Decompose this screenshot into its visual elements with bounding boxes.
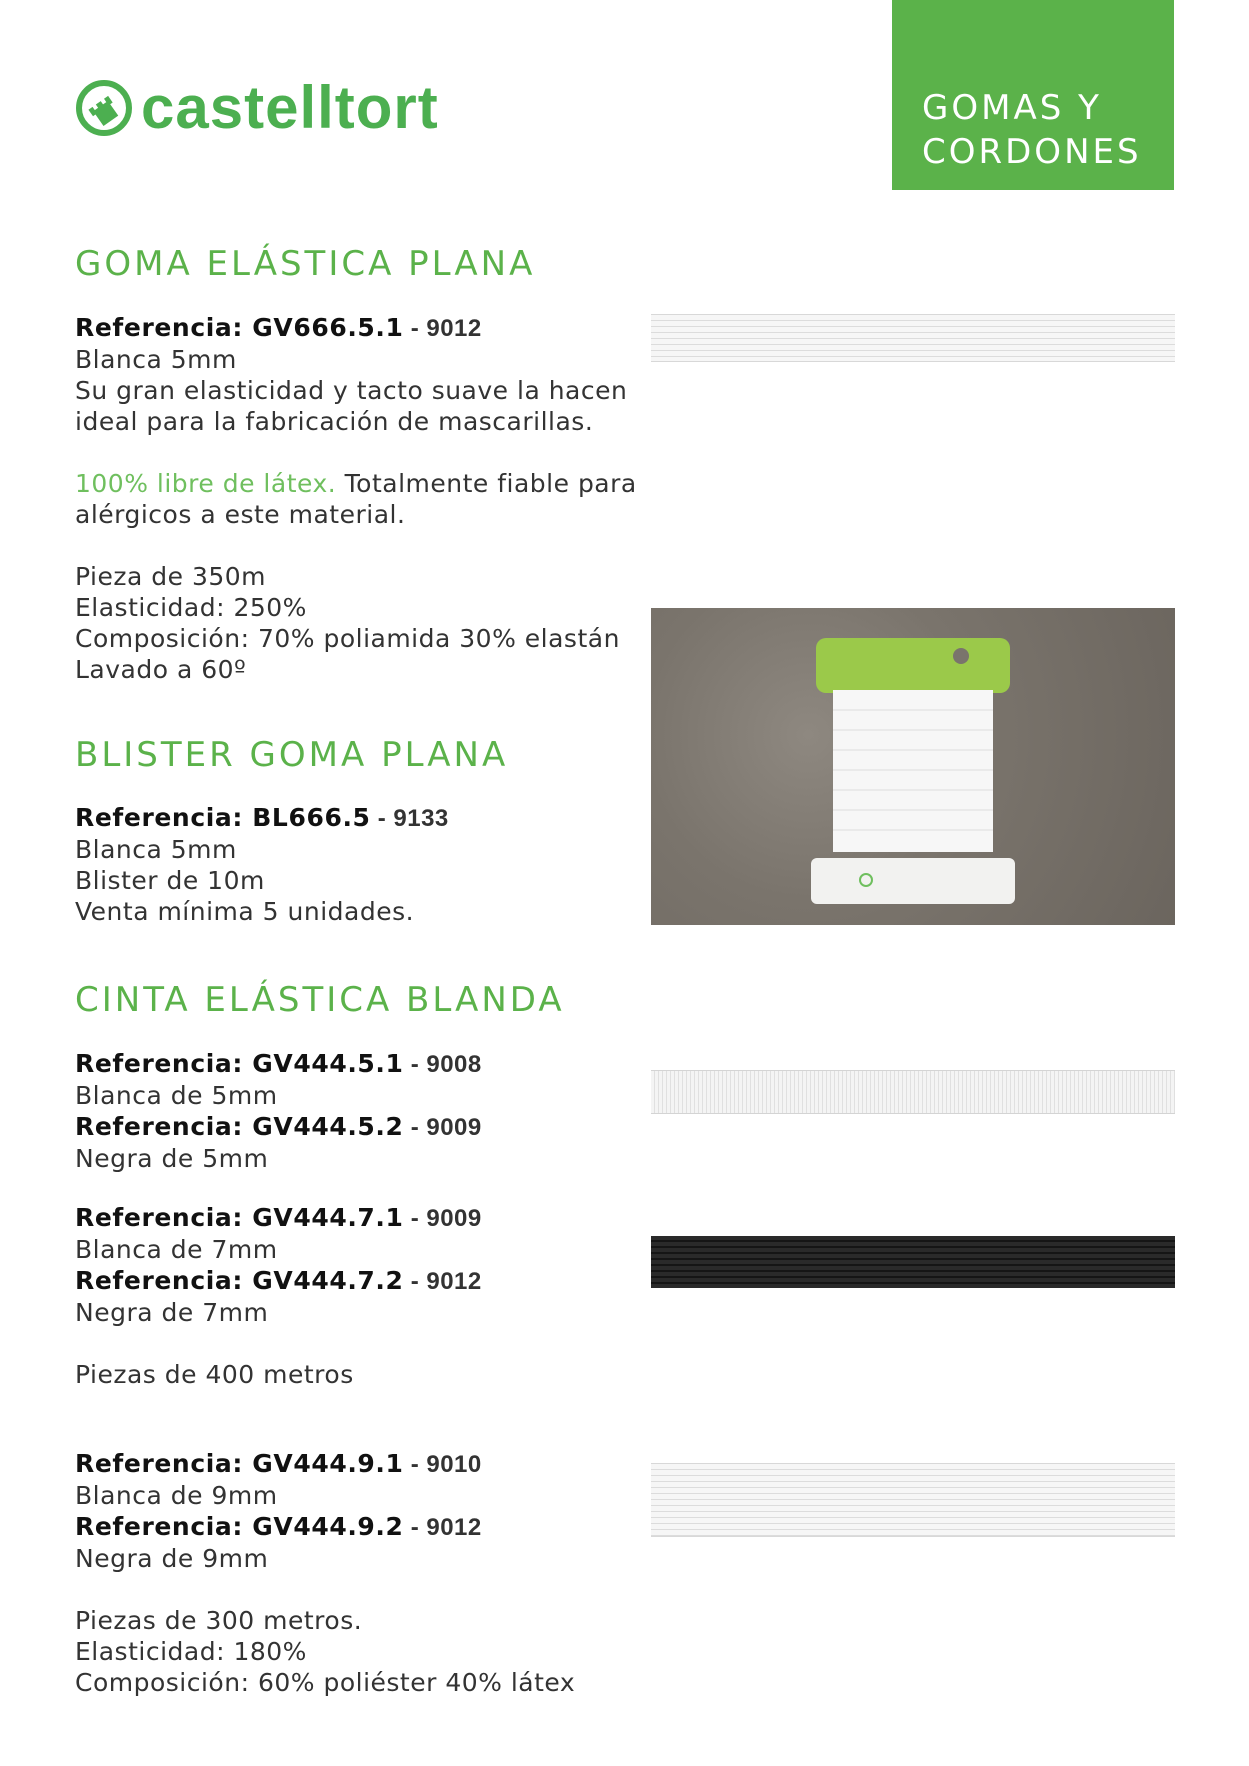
- reference-label: Referencia: GV666.5.1: [75, 313, 404, 342]
- reference-code: - 9010: [403, 1451, 482, 1478]
- category-line-2: CORDONES: [922, 132, 1142, 172]
- soft-elastic-7mm-black-sample-image: [651, 1236, 1175, 1288]
- reference-code: - 9012: [403, 315, 482, 342]
- reference-label: Referencia: GV444.9.2: [75, 1512, 404, 1541]
- section-body-cinta-5mm: [75, 1048, 482, 1174]
- blister-length: Blister de 10m: [75, 866, 265, 895]
- spec-composition: Composición: 70% poliamida 30% elastán: [75, 624, 620, 653]
- spec-elasticity: Elasticidad: 180%: [75, 1637, 307, 1666]
- reference-code: - 9012: [403, 1514, 482, 1541]
- reference-label: Referencia: GV444.9.1: [75, 1449, 404, 1478]
- reference-label: Referencia: GV444.7.2: [75, 1266, 404, 1295]
- latex-free-note: 100% libre de látex.: [75, 469, 337, 498]
- reference-code: - 9009: [403, 1205, 482, 1232]
- category-line-1: GOMAS Y: [922, 88, 1102, 128]
- product-color: Negra de 7mm: [75, 1298, 269, 1327]
- reference-code: - 9012: [403, 1268, 482, 1295]
- product-color: Blanca 5mm: [75, 345, 237, 374]
- product-color: Blanca de 9mm: [75, 1481, 278, 1510]
- product-color: Blanca de 7mm: [75, 1235, 278, 1264]
- section-title-blister: BLISTER GOMA PLANA: [75, 735, 509, 775]
- pieces-length: Piezas de 400 metros: [75, 1360, 354, 1389]
- spec-washing: Lavado a 60º: [75, 655, 247, 684]
- allergy-note-2: alérgicos a este material.: [75, 500, 406, 529]
- allergy-note-1: Totalmente fiable para: [336, 469, 637, 498]
- reference-code: - 9008: [403, 1051, 482, 1078]
- product-color: Blanca de 5mm: [75, 1081, 278, 1110]
- section-body-cinta-7mm: [75, 1202, 482, 1390]
- spec-length: Pieza de 350m: [75, 562, 267, 591]
- minimum-order: Venta mínima 5 unidades.: [75, 897, 415, 926]
- reference-label: Referencia: GV444.5.1: [75, 1049, 404, 1078]
- blister-product-photo: [651, 608, 1175, 925]
- section-title-cinta-blanda: CINTA ELÁSTICA BLANDA: [75, 980, 565, 1020]
- blister-card-illustration: [651, 608, 1175, 925]
- pieces-length: Piezas de 300 metros.: [75, 1606, 363, 1635]
- product-description-1: Su gran elasticidad y tacto suave la hacen: [75, 376, 628, 405]
- product-color: Negra de 9mm: [75, 1544, 269, 1573]
- brand-name: castelltort: [141, 74, 439, 141]
- reference-code: - 9009: [403, 1114, 482, 1141]
- section-title-goma-plana: GOMA ELÁSTICA PLANA: [75, 244, 536, 284]
- reference-label: Referencia: GV444.7.1: [75, 1203, 404, 1232]
- reference-code: - 9133: [370, 805, 449, 832]
- brand-logo: [75, 74, 439, 141]
- section-body-blister: [75, 802, 449, 927]
- spec-elasticity: Elasticidad: 250%: [75, 593, 307, 622]
- section-body-goma-plana: [75, 312, 637, 685]
- product-color: Negra de 5mm: [75, 1144, 269, 1173]
- product-color: Blanca 5mm: [75, 835, 237, 864]
- castle-logo-icon: [75, 79, 133, 137]
- soft-elastic-5mm-sample-image: [651, 1070, 1175, 1114]
- soft-elastic-9mm-sample-image: [651, 1463, 1175, 1537]
- reference-label: Referencia: GV444.5.2: [75, 1112, 404, 1141]
- spec-composition: Composición: 60% poliéster 40% látex: [75, 1668, 576, 1697]
- reference-label: Referencia: BL666.5: [75, 803, 371, 832]
- section-body-cinta-9mm: [75, 1448, 575, 1698]
- flat-elastic-sample-image: [651, 314, 1175, 362]
- product-description-2: ideal para la fabricación de mascarillas.: [75, 407, 594, 436]
- category-banner: [892, 0, 1174, 190]
